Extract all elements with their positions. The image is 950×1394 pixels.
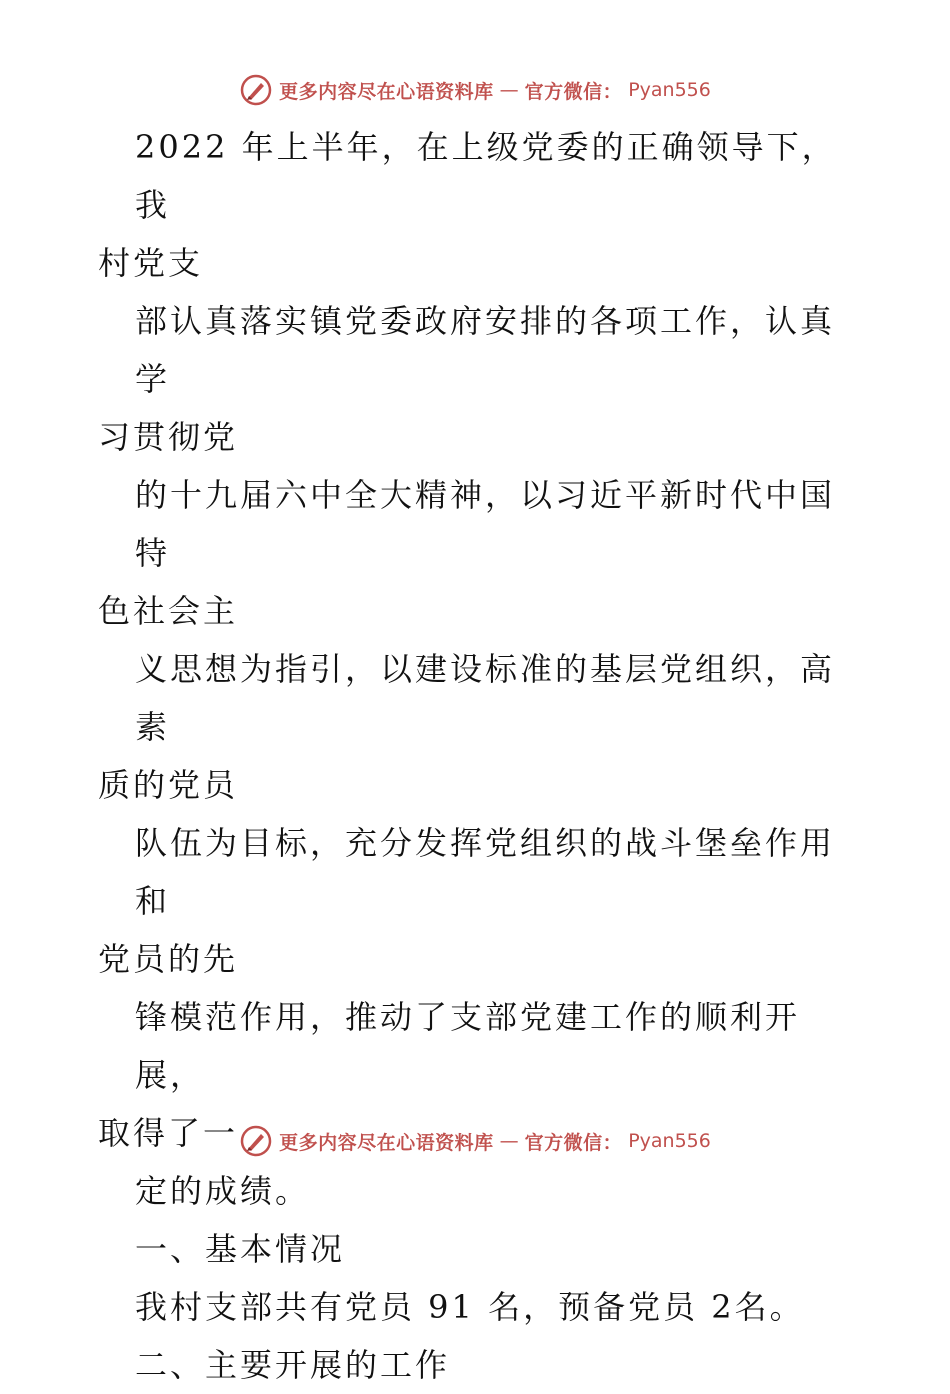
pen-logo-icon [239, 1124, 273, 1158]
heading-basic-situation [98, 1220, 858, 1278]
paragraph-3-tail: 色社会主 [98, 592, 239, 630]
paragraph-3-lead: 的十九届六中全大精神，以习近平新时代中国特 [135, 476, 836, 572]
heading-2-text: 二、主要开展的工作 [135, 1346, 451, 1384]
pen-logo-icon [239, 73, 273, 107]
watermark-handle: Pyan556 [628, 1130, 711, 1152]
paragraph-5 [98, 814, 858, 988]
watermark-suffix: 官方微信： [524, 1131, 623, 1154]
paragraph-2 [98, 292, 858, 466]
heading-1-text: 一、基本情况 [135, 1230, 346, 1268]
paragraph-5-tail: 党员的先 [98, 940, 239, 978]
paragraph-6-lead: 锋模范作用，推动了支部党建工作的顺利开展， [135, 998, 801, 1094]
members-line [98, 1278, 858, 1336]
heading-main-work [98, 1336, 858, 1394]
paragraph-2-lead: 部认真落实镇党委政府安排的各项工作，认真学 [135, 302, 836, 398]
watermark-header [0, 72, 950, 108]
watermark-footer [0, 1123, 950, 1159]
paragraph-4-lead: 义思想为指引，以建设标准的基层党组织，高素 [135, 650, 836, 746]
watermark-separator: — [499, 79, 519, 101]
watermark-separator: — [499, 1130, 519, 1152]
paragraph-2-tail: 习贯彻党 [98, 418, 239, 456]
paragraph-1 [98, 118, 858, 292]
paragraph-5-lead: 队伍为目标，充分发挥党组织的战斗堡垒作用和 [135, 824, 836, 920]
paragraph-1-tail: 村党支 [98, 244, 204, 282]
members-line-text: 我村支部共有党员 91 名，预备党员 2名。 [135, 1288, 805, 1326]
watermark-text: 更多内容尽在心语资料库 [279, 1131, 494, 1154]
paragraph-4 [98, 640, 858, 814]
document-body [98, 118, 858, 1394]
watermark-suffix: 官方微信： [524, 80, 623, 103]
watermark-text: 更多内容尽在心语资料库 [279, 80, 494, 103]
paragraph-1-lead: 2022 年上半年，在上级党委的正确领导下，我 [135, 128, 837, 224]
paragraph-7 [98, 1162, 858, 1220]
paragraph-6-tail: 取得了一 [98, 1114, 239, 1152]
paragraph-4-tail: 质的党员 [98, 766, 239, 804]
watermark-handle: Pyan556 [628, 79, 711, 101]
paragraph-3 [98, 466, 858, 640]
paragraph-7-lead: 定的成绩。 [135, 1172, 311, 1210]
